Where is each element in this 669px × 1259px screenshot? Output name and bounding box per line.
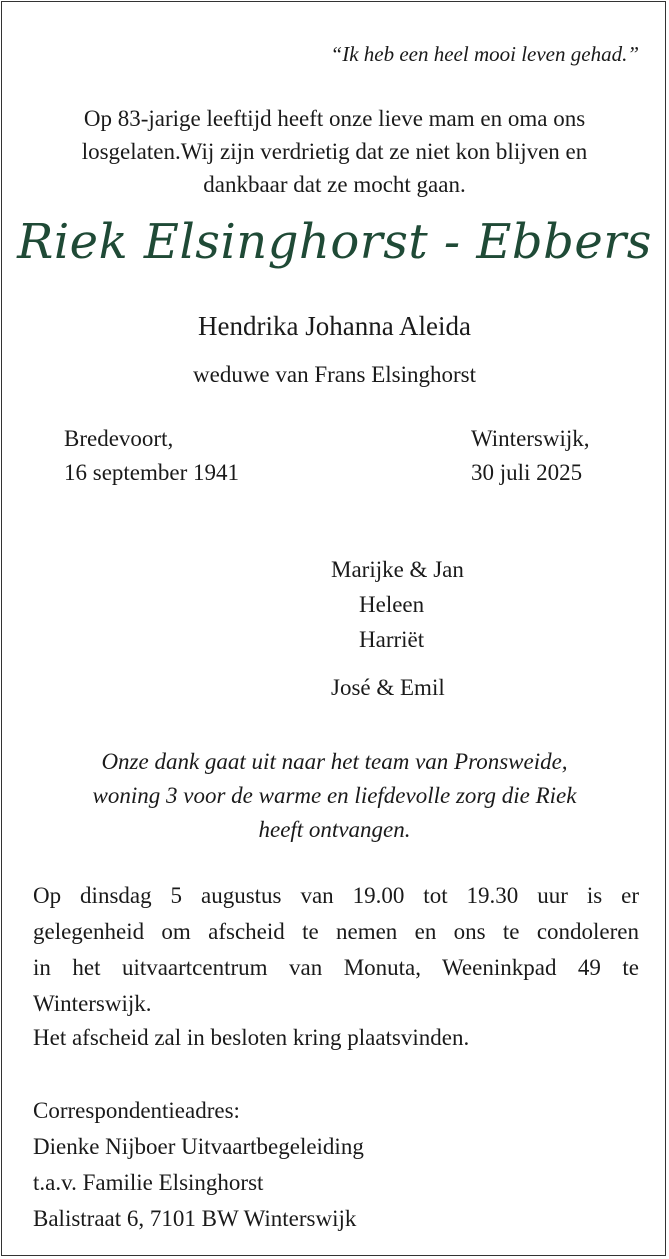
intro-line: Op 83-jarige leeftijd heeft onze lieve mam en oma ons <box>83 106 586 131</box>
quote: “Ik heb een heel mooi leven gehad.” <box>330 42 639 66</box>
thanks-line: woning 3 voor de warme en liefdevolle zorg die Riek <box>92 783 577 808</box>
address-line: Dienke Nijboer Uitvaartbegeleiding <box>33 1134 364 1159</box>
correspondence-address <box>33 1093 364 1237</box>
obituary-card <box>1 1 666 1256</box>
birth-info <box>64 422 239 490</box>
birth-place: Bredevoort, <box>64 426 174 451</box>
address-label: Correspondentieadres: <box>33 1098 240 1123</box>
death-place: Winterswijk, <box>471 426 590 451</box>
family-list <box>331 552 464 705</box>
family-member: Harriët <box>359 627 425 652</box>
thanks-line: heeft ontvangen. <box>258 817 411 842</box>
deceased-full-name: Hendrika Johanna Aleida <box>198 311 471 341</box>
widow-of: weduwe van Frans Elsinghorst <box>193 362 476 387</box>
family-member: José & Emil <box>331 675 445 700</box>
family-member: Heleen <box>359 592 425 617</box>
birth-date: 16 september 1941 <box>64 460 240 485</box>
visitation-line: in het uitvaartcentrum van Monuta, Weeninkpad 49 te <box>33 955 639 980</box>
death-date: 30 juli 2025 <box>471 460 583 485</box>
thanks-text <box>22 745 647 847</box>
visitation-line: Op dinsdag 5 augustus van 19.00 tot 19.30 uur is er <box>33 883 639 908</box>
farewell-note: Het afscheid zal in besloten kring plaatsvinden. <box>33 1025 470 1050</box>
intro-text <box>22 102 647 201</box>
address-line: Balistraat 6, 7101 BW Winterswijk <box>33 1206 357 1231</box>
death-info <box>471 422 590 490</box>
visitation-line: gelegenheid om afscheid te nemen en ons te condoleren <box>33 919 639 944</box>
visitation-line: Winterswijk. <box>33 991 152 1016</box>
family-member: Marijke & Jan <box>331 557 464 582</box>
deceased-name: Riek Elsinghorst - Ebbers <box>17 214 652 270</box>
thanks-line: Onze dank gaat uit naar het team van Pronsweide, <box>101 749 568 774</box>
intro-line: losgelaten.Wij zijn verdrietig dat ze niet kon blijven en <box>81 139 588 164</box>
address-line: t.a.v. Familie Elsinghorst <box>33 1170 264 1195</box>
intro-line: dankbaar dat ze mocht gaan. <box>203 172 466 197</box>
visitation-text <box>33 878 639 1022</box>
